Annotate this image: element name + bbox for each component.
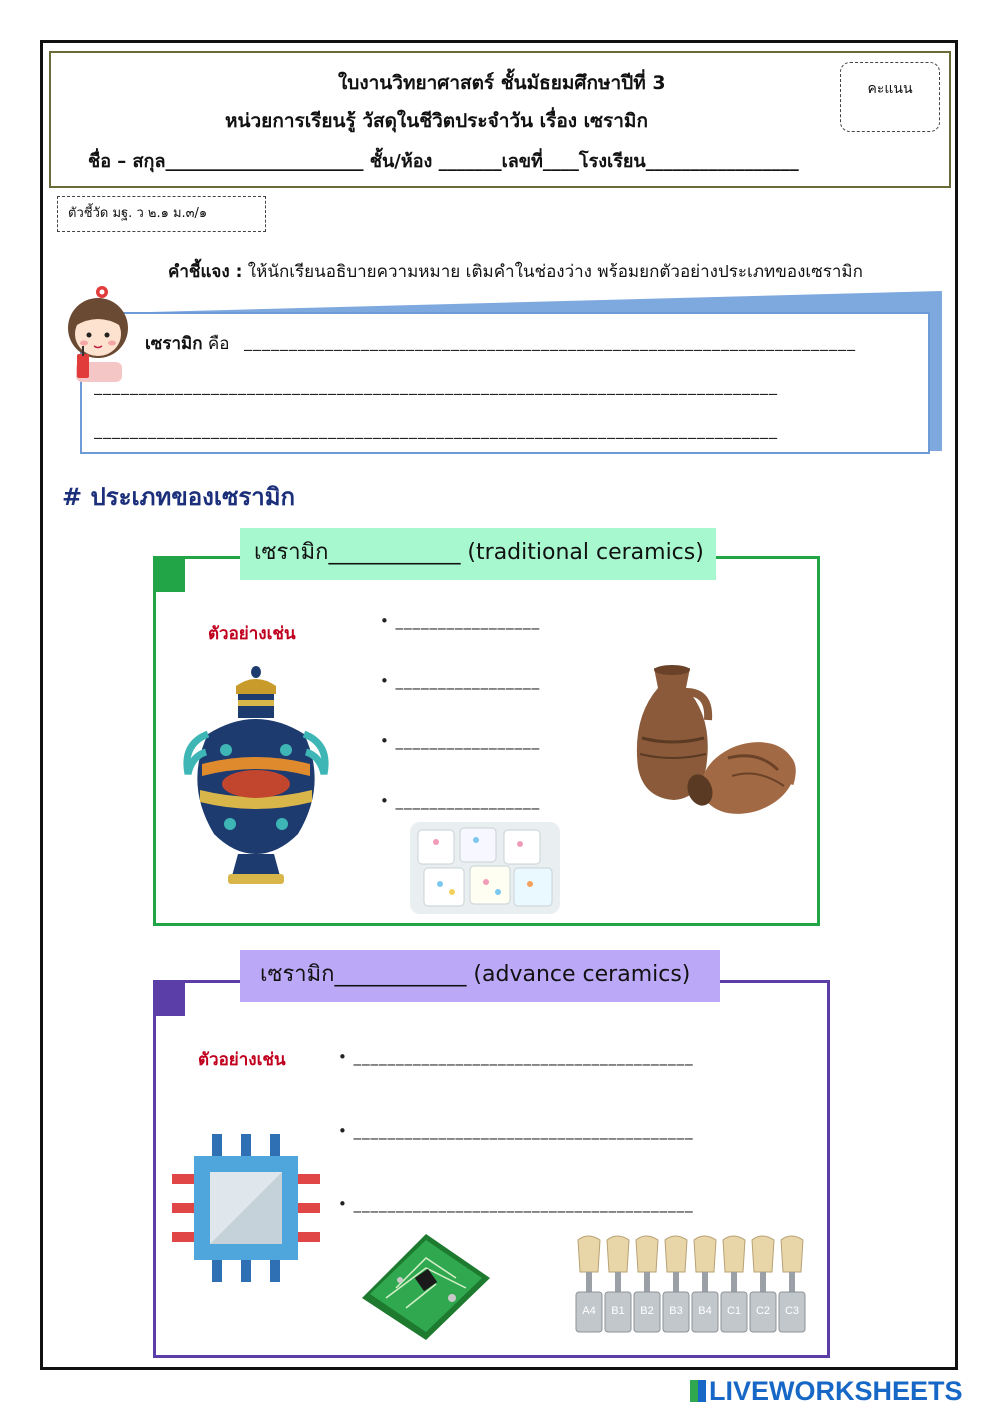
indicator-label: ตัวชี้วัด มฐ. ว ๒.๑ ม.๓/๑ [57, 196, 266, 232]
score-box: คะแนน [840, 62, 940, 132]
advance-answer-3[interactable]: • ________________________________________ [338, 1195, 694, 1213]
student-info-line[interactable]: ชื่อ – สกุล______________________ ชั้น/ห้อง _______เลขที่____โรงเรียน_________________ [88, 151, 799, 172]
traditional-answer-2[interactable]: • _________________ [380, 672, 541, 690]
definition-prompt [145, 330, 230, 357]
dental-shade-guide-photo [572, 1232, 808, 1340]
traditional-answer-1[interactable]: • _________________ [380, 612, 541, 630]
advance-title[interactable]: เซรามิก____________ (advance ceramics) [240, 950, 720, 1002]
shade-tab-label: B4 [698, 1305, 712, 1317]
definition-term: เซรามิก [145, 334, 203, 354]
worksheet-title: ใบงานวิทยาศาสตร์ ชั้นมัธยมศึกษาปีที่ 3 [338, 72, 666, 94]
definition-connector: คือ [202, 334, 230, 354]
liveworksheets-logo-icon [690, 1380, 706, 1402]
microchip-icon [168, 1130, 324, 1286]
instruction-text: ให้นักเรียนอธิบายความหมาย เติมคำในช่องว่าง พร้อมยกตัวอย่างประเภทของเซรามิก [242, 262, 863, 282]
shade-tab-label: C3 [784, 1305, 800, 1317]
traditional-corner-accent [153, 556, 185, 592]
clay-jugs-icon [628, 658, 798, 823]
traditional-answer-3[interactable]: • _________________ [380, 732, 541, 750]
definition-answer-line-3[interactable]: ____________________________________________________________________________ [94, 420, 778, 439]
mugs-photo [410, 822, 560, 914]
girl-mascot-icon [62, 280, 134, 384]
definition-answer-line-2[interactable]: ____________________________________________________________________________ [94, 376, 778, 395]
advance-example-label: ตัวอย่างเช่น [198, 1050, 286, 1070]
liveworksheets-brand: LIVEWORKSHEETS [709, 1376, 963, 1406]
advance-answer-1[interactable]: • ________________________________________ [338, 1048, 694, 1066]
unit-title: หน่วยการเรียนรู้ วัสดุในชีวิตประจำวัน เรื่อง เซรามิก [225, 110, 648, 132]
traditional-title[interactable]: เซรามิก____________ (traditional ceramics) [240, 528, 716, 580]
shade-tab-label: C2 [755, 1305, 771, 1317]
advance-corner-accent [153, 980, 185, 1016]
instruction [168, 258, 863, 285]
shade-tab-label: B2 [640, 1305, 654, 1317]
advance-answer-2[interactable]: • ________________________________________ [338, 1122, 694, 1140]
shade-tab-label: B1 [611, 1305, 625, 1317]
shade-tab-label: A4 [582, 1305, 596, 1317]
definition-answer-line-1[interactable]: ____________________________________________________________________ [244, 332, 856, 351]
types-heading: # ประเภทของเซรามิก [62, 483, 296, 511]
ornate-vase-icon [178, 664, 334, 892]
circuit-board-photo [356, 1228, 496, 1346]
shade-tab-label: C1 [726, 1305, 742, 1317]
liveworksheets-logo[interactable] [690, 1376, 963, 1407]
instruction-label: คำชี้แจง : [168, 262, 243, 282]
traditional-example-label: ตัวอย่างเช่น [208, 624, 296, 644]
traditional-answer-4[interactable]: • _________________ [380, 792, 541, 810]
shade-tab-label: B3 [669, 1305, 683, 1317]
